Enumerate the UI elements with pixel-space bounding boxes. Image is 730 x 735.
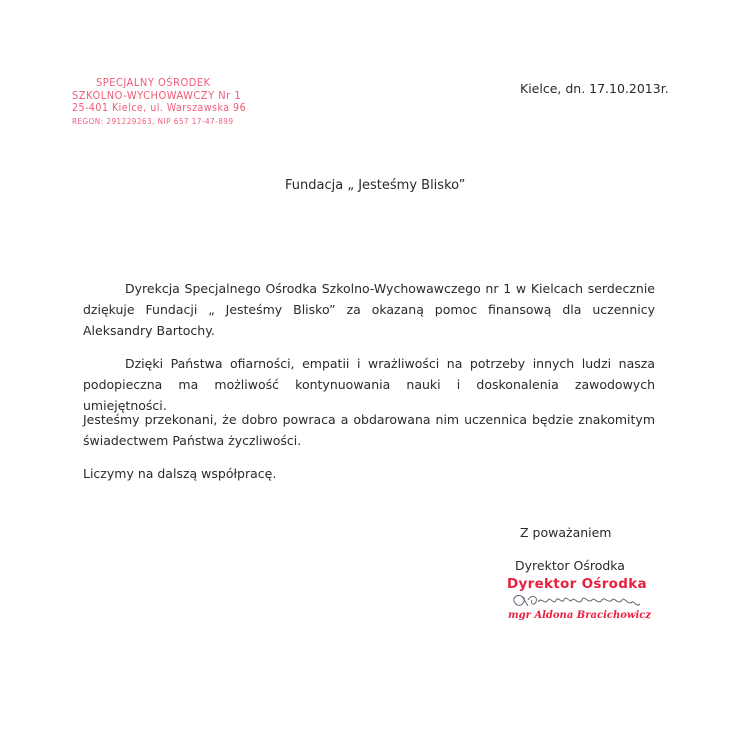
closing: Z poważaniem (520, 525, 612, 540)
paragraph: Liczymy na dalszą współpracę. (83, 466, 277, 481)
letter-date: Kielce, dn. 17.10.2013r. (520, 81, 669, 96)
recipient: Fundacja „ Jesteśmy Blisko” (285, 178, 466, 193)
paragraph: Dyrekcja Specjalnego Ośrodka Szkolno-Wychowawczego nr 1 w Kielcach serdecznie dziękuje Fundacji „ Jesteśmy Blisko” za okazaną pomoc finansową dla uczennicy Aleksandry Bartochy. (83, 281, 655, 338)
stamp-line: REGON: 291229263, NIP 657 17-47-899 (72, 117, 234, 126)
director-stamp-name: mgr Aldona Bracichowicz (508, 610, 652, 621)
stamp-line: SZKOLNO-WYCHOWAWCZY Nr 1 (72, 89, 242, 102)
paragraph: Jesteśmy przekonani, że dobro powraca a obdarowana nim uczennica będzie znakomitym świadectwem Państwa życzliwości. (83, 412, 655, 448)
director-stamp-title: Dyrektor Ośrodka (507, 576, 647, 592)
stamp-line: 25-401 Kielce, ul. Warszawska 96 (72, 102, 247, 114)
institution-stamp (72, 76, 272, 128)
handwritten-signature (508, 590, 648, 612)
paragraph: Dzięki Państwa ofiarności, empatii i wrażliwości na potrzeby innych ludzi nasza podopieczna ma możliwość kontynuowania nauki i doskonalenia zawodowych umiejętności. (83, 356, 655, 413)
signature-title: Dyrektor Ośrodka (515, 558, 625, 573)
stamp-line: SPECJALNY OŚRODEK (96, 76, 211, 89)
